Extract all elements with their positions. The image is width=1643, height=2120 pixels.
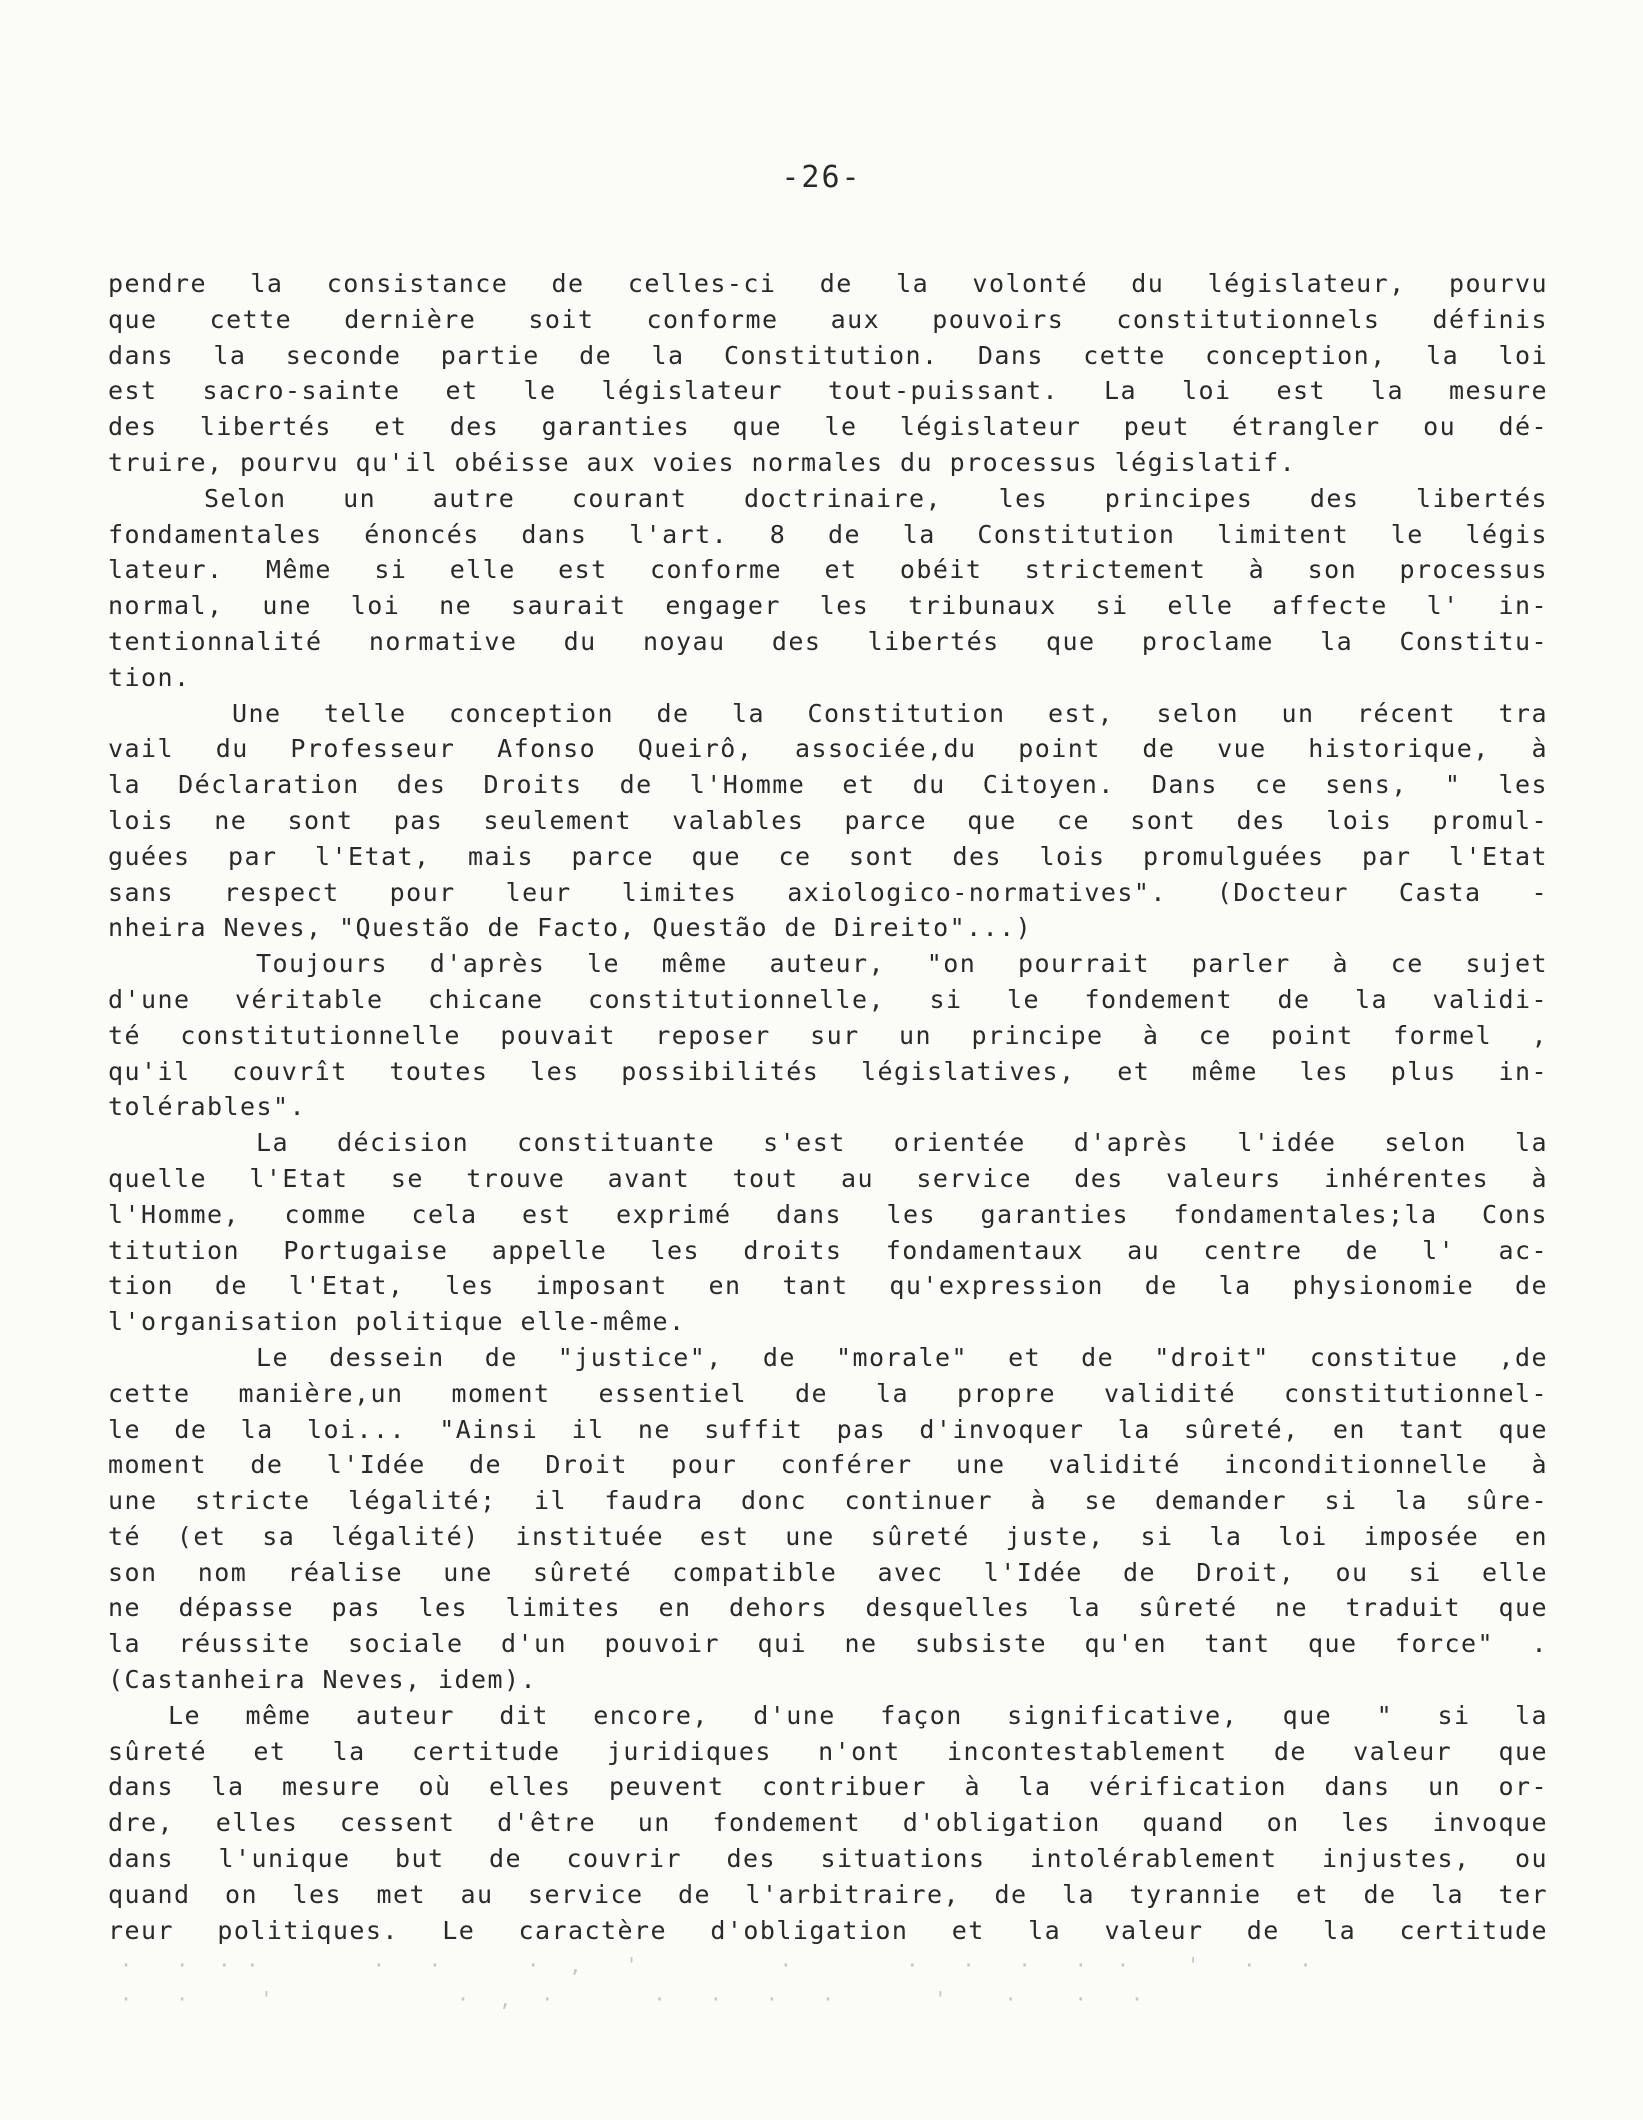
scan-residue: · · · · · · · , ' · · · · · · ' · · · · ' · , · · · · · ' · · · (120, 1953, 1314, 2011)
text-line: l'organisation politique elle-même. (108, 1307, 686, 1337)
text-line: dans la seconde partie de la Constitution. Dans cette conception, la loi (108, 340, 1548, 370)
text-line: fondamentales énoncés dans l'art. 8 de la Constitution limitent le légis (108, 519, 1548, 549)
text-line: tentionnalité normative du noyau des libertés que proclame la Constitu- (108, 626, 1548, 656)
text-line: dre, elles cessent d'être un fondement d'obligation quand on les invoque (108, 1808, 1548, 1838)
text-line: reur politiques. Le caractère d'obligation et la valeur de la certitude (108, 1915, 1548, 1945)
text-line: nheira Neves, "Questão de Facto, Questão de Direito"...) (108, 913, 1033, 943)
text-line: té constitutionnelle pouvait reposer sur un principe à ce point formel , (108, 1020, 1548, 1050)
text-line: la réussite sociale d'un pouvoir qui ne subsiste qu'en tant que force" . (108, 1629, 1548, 1659)
text-line: tion. (108, 662, 191, 692)
paragraph (108, 1698, 1548, 1949)
text-line: que cette dernière soit conforme aux pouvoirs constitutionnels définis (108, 304, 1548, 334)
text-line: normal, une loi ne saurait engager les tribunaux si elle affecte l' in- (108, 591, 1548, 621)
paragraph (108, 1340, 1548, 1698)
text-line: tion de l'Etat, les imposant en tant qu'expression de la physionomie de (108, 1271, 1548, 1301)
text-line: qu'il couvrît toutes les possibilités législatives, et même les plus in- (108, 1056, 1548, 1086)
text-line: est sacro-sainte et le législateur tout-puissant. La loi est la mesure (108, 376, 1548, 406)
text-line: guées par l'Etat, mais parce que ce sont des lois promulguées par l'Etat (108, 841, 1548, 871)
text-line: Le même auteur dit encore, d'une façon significative, que " si la (168, 1700, 1548, 1730)
text-line: dans l'unique but de couvrir des situations intolérablement injustes, ou (108, 1844, 1548, 1874)
text-line: vail du Professeur Afonso Queirô, associée,du point de vue historique, à (108, 734, 1548, 764)
text-line: pendre la consistance de celles-ci de la volonté du législateur, pourvu (108, 269, 1548, 298)
paragraph (108, 481, 1548, 696)
paragraph (108, 946, 1548, 1125)
text-line: d'une véritable chicane constitutionnelle, si le fondement de la validi- (108, 984, 1548, 1014)
text-line: dans la mesure où elles peuvent contribuer à la vérification dans un or- (108, 1772, 1548, 1802)
page-number: -26- (781, 160, 862, 195)
paragraph (108, 1125, 1548, 1340)
text-line: Toujours d'après le même auteur, "on pourrait parler à ce sujet (256, 949, 1548, 979)
text-line: tolérables". (108, 1092, 307, 1122)
text-line: le de la loi... "Ainsi il ne suffit pas d'invoquer la sûreté, en tant que (108, 1414, 1548, 1444)
text-line: l'Homme, comme cela est exprimé dans les garanties fondamentales;la Cons (108, 1199, 1548, 1229)
text-line: truire, pourvu qu'il obéisse aux voies normales du processus législatif. (108, 447, 1297, 477)
text-line: la Déclaration des Droits de l'Homme et du Citoyen. Dans ce sens, " les (108, 770, 1548, 800)
paragraph (108, 696, 1548, 947)
text-line: titution Portugaise appelle les droits fondamentaux au centre de l' ac- (108, 1235, 1548, 1265)
text-line: té (et sa légalité) instituée est une sûreté juste, si la loi imposée en (108, 1521, 1548, 1551)
text-line: Le dessein de "justice", de "morale" et de "droit" constitue ,de (256, 1342, 1548, 1372)
text-line: Une telle conception de la Constitution est, selon un récent tra (232, 698, 1548, 728)
text-line: cette manière,un moment essentiel de la propre validité constitutionnel- (108, 1378, 1548, 1408)
body-text (108, 266, 1548, 1948)
text-line: moment de l'Idée de Droit pour conférer une validité inconditionnelle à (108, 1450, 1548, 1480)
text-line: Selon un autre courant doctrinaire, les principes des libertés (204, 483, 1548, 513)
text-line: quelle l'Etat se trouve avant tout au service des valeurs inhérentes à (108, 1163, 1548, 1193)
text-line: une stricte légalité; il faudra donc continuer à se demander si la sûre- (108, 1486, 1548, 1516)
text-line: sans respect pour leur limites axiologico-normatives". (Docteur Casta - (108, 877, 1548, 907)
text-line: lois ne sont pas seulement valables parce que ce sont des lois promul- (108, 805, 1548, 835)
text-line: ne dépasse pas les limites en dehors desquelles la sûreté ne traduit que (108, 1593, 1548, 1623)
text-line: lateur. Même si elle est conforme et obéit strictement à son processus (108, 555, 1548, 585)
text-line: (Castanheira Neves, idem). (108, 1665, 538, 1695)
text-line: quand on les met au service de l'arbitraire, de la tyrannie et de la ter (108, 1879, 1548, 1909)
text-line: son nom réalise une sûreté compatible avec l'Idée de Droit, ou si elle (108, 1557, 1548, 1587)
text-line: des libertés et des garanties que le législateur peut étrangler ou dé- (108, 412, 1548, 442)
text-line: sûreté et la certitude juridiques n'ont incontestablement de valeur que (108, 1736, 1548, 1766)
text-line: La décision constituante s'est orientée d'après l'idée selon la (256, 1128, 1548, 1158)
paragraph (108, 266, 1548, 481)
